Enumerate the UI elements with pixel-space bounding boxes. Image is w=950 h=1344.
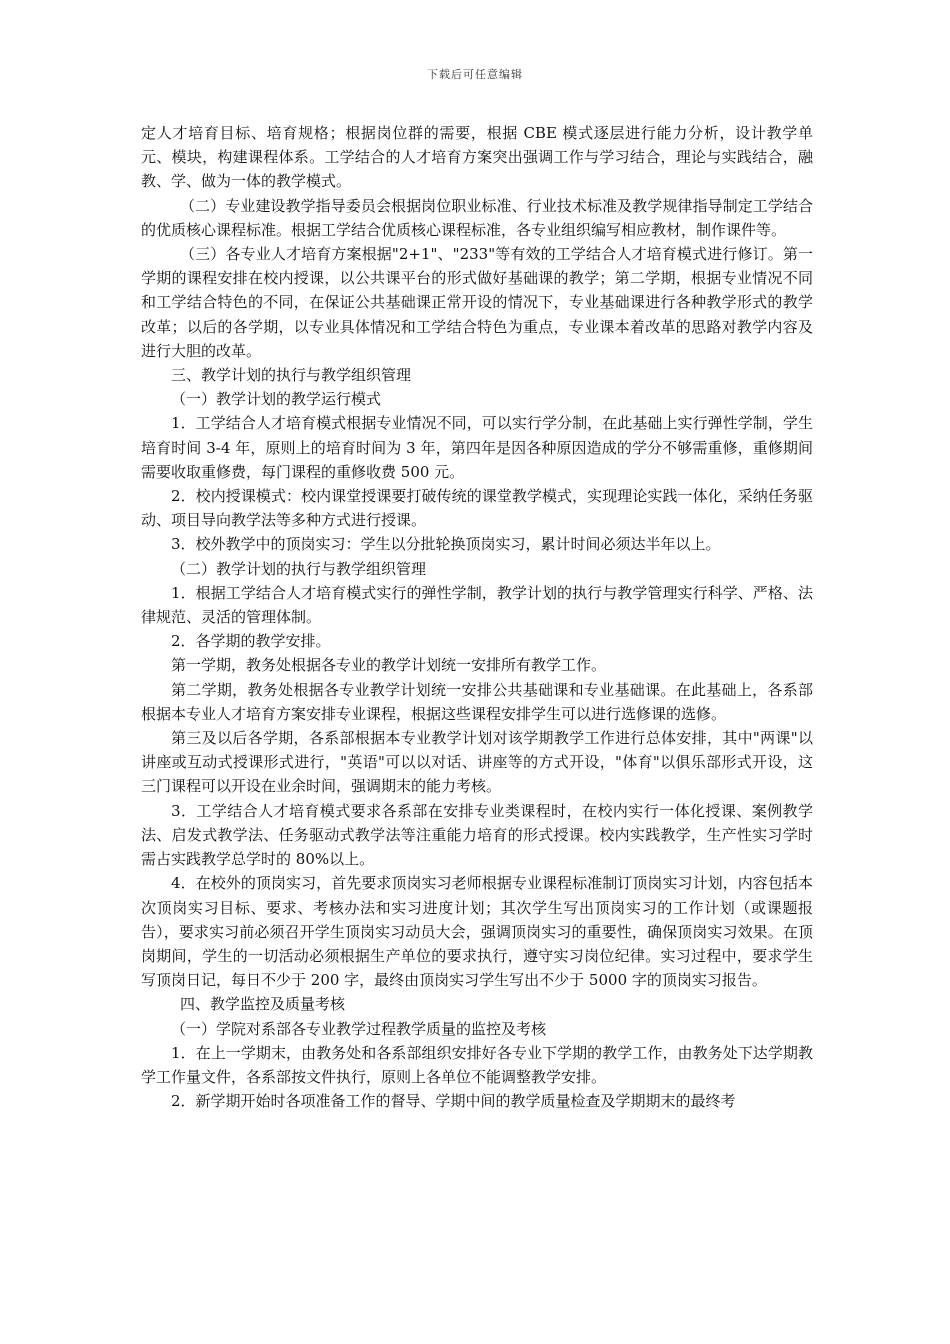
paragraph: （一）教学计划的教学运行模式 xyxy=(171,390,382,409)
paragraph: 1．根据工学结合人才培育模式实行的弹性学制，教学计划的执行与教学管理实行科学、严格、法律规范、灵活的管理体制。 xyxy=(141,583,813,627)
paragraph: （三）各专业人才培育方案根据"2+1"、"233"等有效的工学结合人才培育模式进行修订。第一学期的课程安排在校内授课，以公共课平台的形式做好基础课的教学；第二学期，根据专业情况不同和工学结合特色的不同，在保证公共基础课正常开设的情况下，专业基础课进行各种教学形式的教学改革；以后的各学期，以专业具体情况和工学结合特色为重点，专业课本着改革的思路对教学内容及进行大胆的改革。 xyxy=(141,245,813,360)
paragraph: 1．工学结合人才培育模式根据专业情况不同，可以实行学分制，在此基础上实行弹性学制，学生培育时间 3-4 年，原则上的培育时间为 3 年，第四年是因各种原因造成的学分不够需重修，重修期间需要收取重修费，每门课程的重修收费 500 元。 xyxy=(141,414,813,481)
paragraph: 1．在上一学期末，由教务处和各系部组织安排好各专业下学期的教学工作，由教务处下达学期教学工作量文件，各系部按文件执行，原则上各单位不能调整教学安排。 xyxy=(141,1043,813,1086)
paragraph: 2．新学期开始时各项准备工作的督导、学期中间的教学质量检查及学期期末的最终考 xyxy=(171,1092,736,1111)
page-header: 下载后可任意编辑 xyxy=(427,68,523,81)
paragraph: 2．各学期的教学安排。 xyxy=(171,632,331,651)
paragraph: 四、教学监控及质量考核 xyxy=(180,995,346,1014)
paragraph: 三、教学计划的执行与教学组织管理 xyxy=(171,366,412,385)
paragraph: 第二学期，教务处根据各专业教学计划统一安排公共基础课和专业基础课。在此基础上，各系部根据本专业人才培育方案安排专业课程，根据这些课程安排学生可以进行选修课的选修。 xyxy=(141,680,813,723)
paragraph: 2．校内授课模式：校内课堂授课要打破传统的课堂教学模式，实现理论实践一体化，采纳任务驱动、项目导向教学法等多种方式进行授课。 xyxy=(141,487,813,530)
paragraph: 3．工学结合人才培育模式要求各系部在安排专业类课程时，在校内实行一体化授课、案例教学法、启发式教学法、任务驱动式教学法等注重能力培育的形式授课。校内实践教学，生产性实习学时需占实践教学总学时的 80%以上。 xyxy=(141,801,813,869)
paragraph: 第一学期，教务处根据各专业的教学计划统一安排所有教学工作。 xyxy=(171,656,607,675)
document-body xyxy=(141,121,813,1113)
paragraph: 3．校外教学中的顶岗实习：学生以分批轮换顶岗实习，累计时间必须达半年以上。 xyxy=(171,535,721,554)
paragraph: 4．在校外的顶岗实习，首先要求顶岗实习老师根据专业课程标准制订顶岗实习计划，内容包括本次顶岗实习目标、要求、考核办法和实习进度计划；其次学生写出顶岗实习的工作计划（或课题报告），要求实习前必须召开学生顶岗实习动员大会，强调顶岗实习的重要性，确保顶岗实习效果。在顶岗期间，学生的一切活动必须根据生产单位的要求执行，遵守实习岗位纪律。实习过程中，要求学生写顶岗日记，每日不少于 200 字，最终由顶岗实习学生写出不少于 5000 字的顶岗实习报告。 xyxy=(141,874,813,990)
paragraph: 定人才培育目标、培育规格；根据岗位群的需要，根据 CBE 模式逐层进行能力分析，设计教学单元、模块，构建课程体系。工学结合的人才培育方案突出强调工作与学习结合，理论与实践结合，融教、学、做为一体的教学模式。 xyxy=(141,124,813,191)
paragraph: 第三及以后各学期，各系部根据本专业教学计划对该学期教学工作进行总体安排，其中"两课"以讲座或互动式授课形式进行，"英语"可以以对话、讲座等的方式开设，"体育"以俱乐部形式开设，这三门课程可以开设在业余时间，强调期末的能力考核。 xyxy=(141,729,813,796)
paragraph: （二）专业建设教学指导委员会根据岗位职业标准、行业技术标准及教学规律指导制定工学结合的优质核心课程标准。根据工学结合优质核心课程标准，各专业组织编写相应教材，制作课件等。 xyxy=(141,196,813,239)
paragraph: （二）教学计划的执行与教学组织管理 xyxy=(171,559,427,578)
paragraph: （一）学院对系部各专业教学过程教学质量的监控及考核 xyxy=(171,1019,547,1038)
